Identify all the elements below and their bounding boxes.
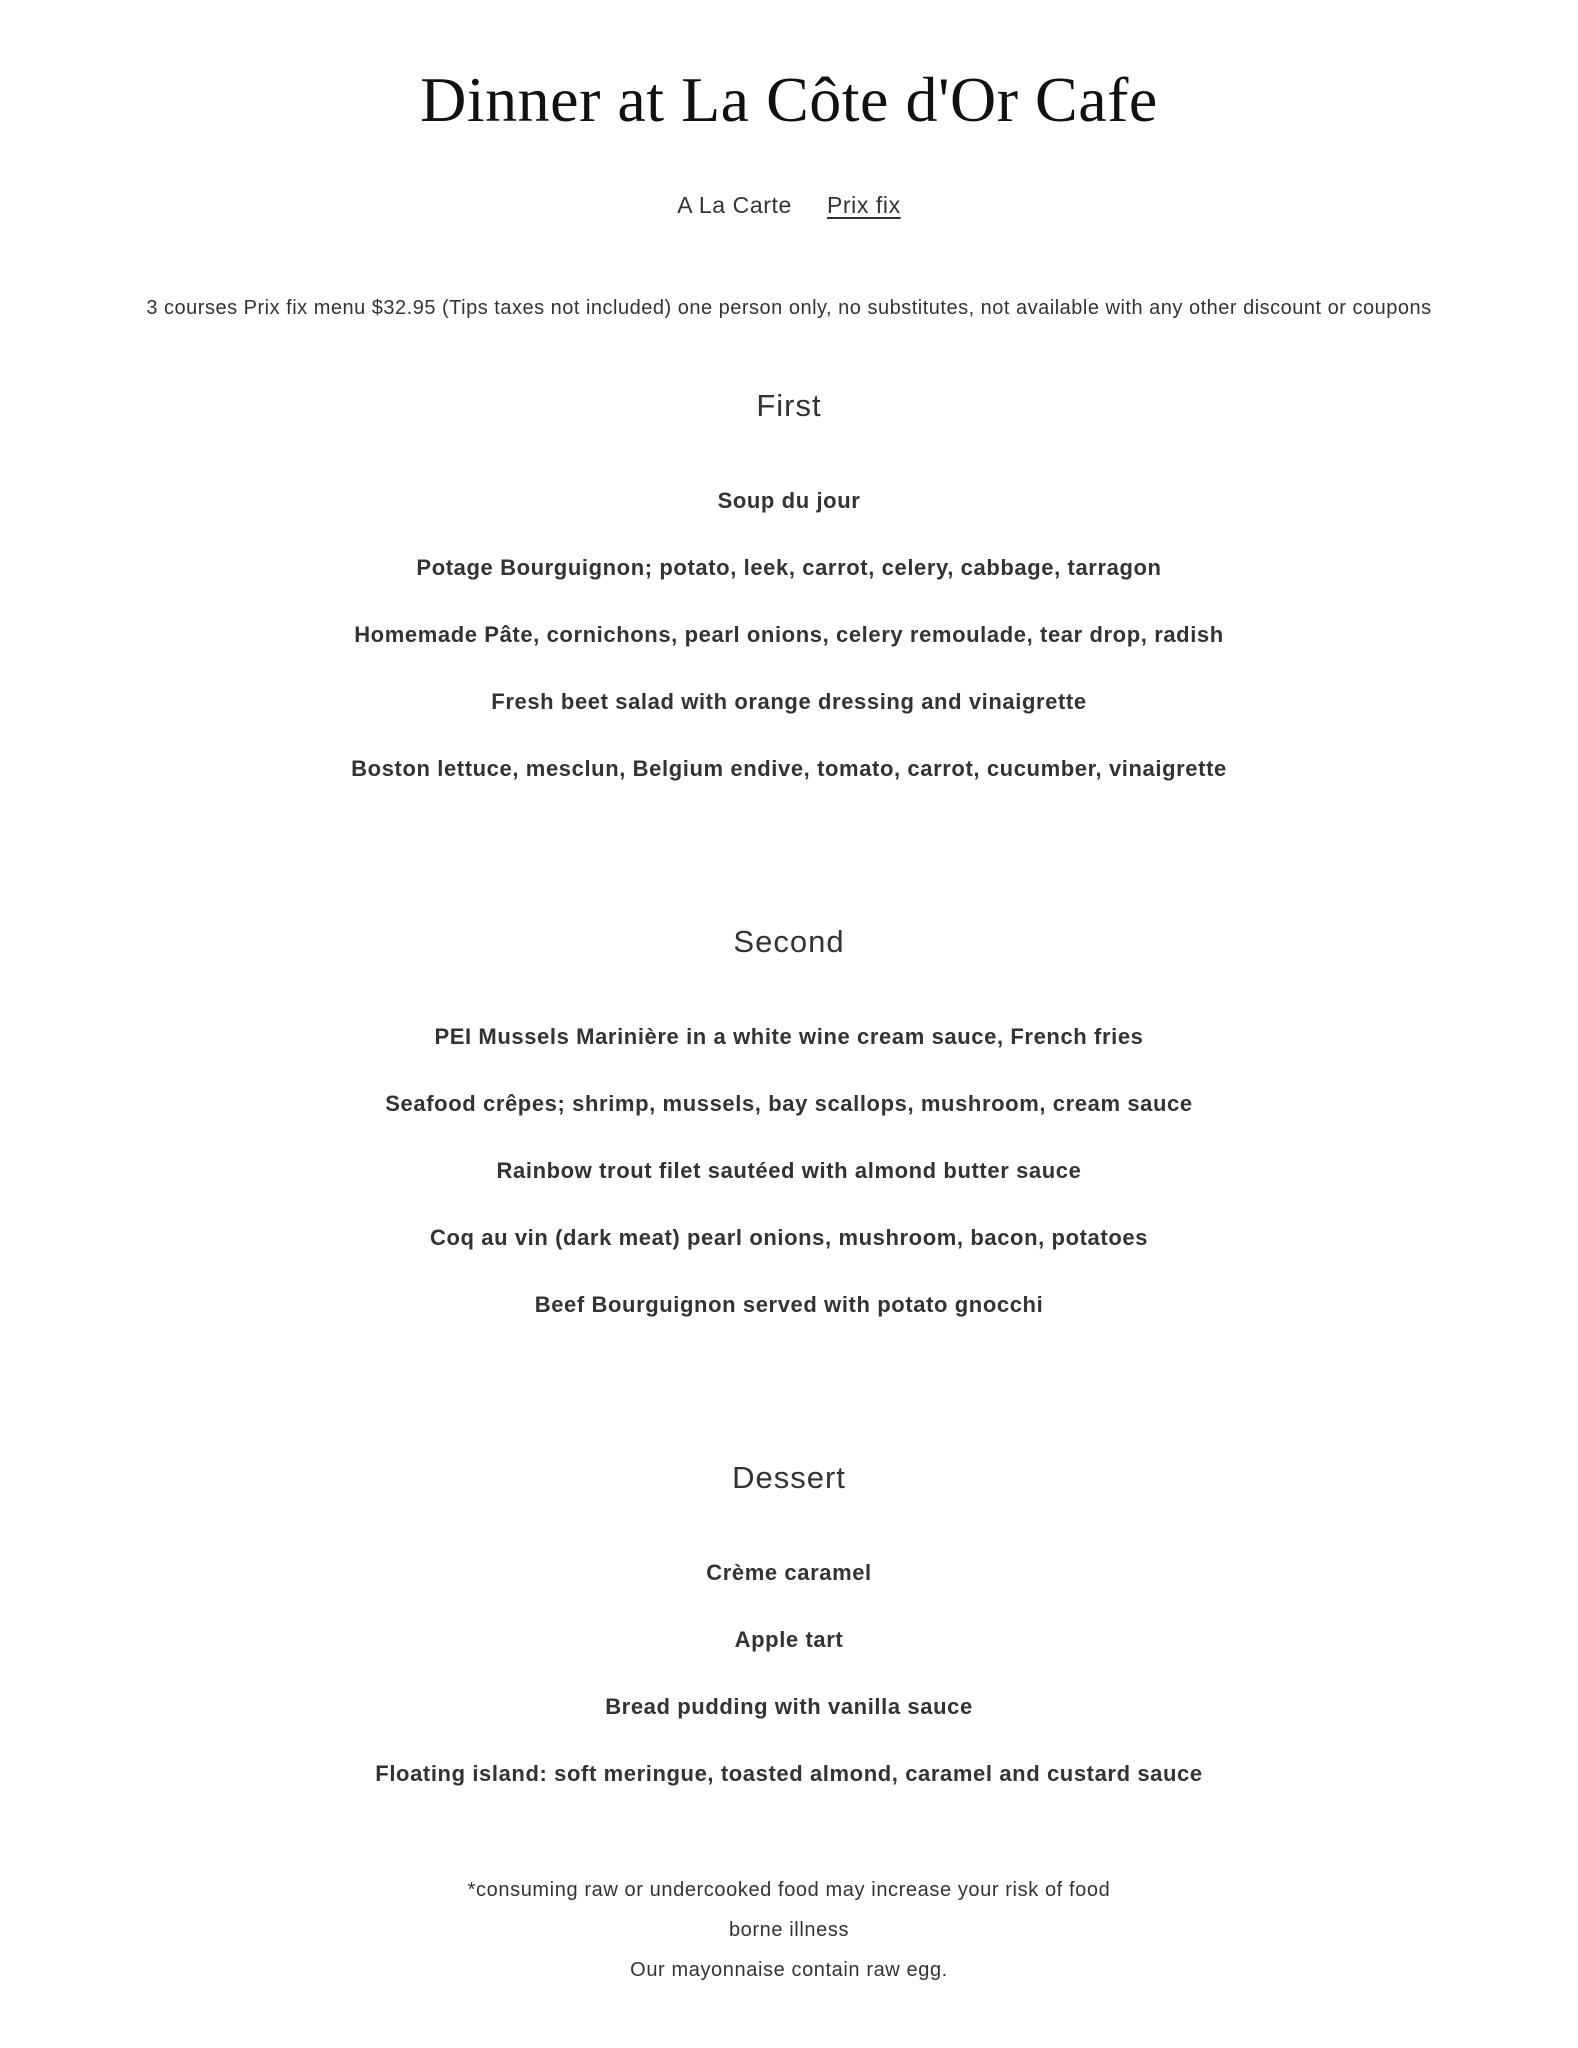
menu-item: PEI Mussels Marinière in a white wine cream sauce, French fries [434,1024,1144,1049]
raw-food-warning-continued: borne illness [728,1919,850,1941]
menu-item: Rainbow trout filet sautéed with almond butter sauce [496,1158,1082,1183]
menu-item: Crème caramel [706,1560,872,1585]
section-heading-first: First [756,388,822,423]
raw-food-warning: *consuming raw or undercooked food may increase your risk of food [467,1879,1111,1901]
menu-item: Soup du jour [717,488,861,513]
mayonnaise-note: Our mayonnaise contain raw egg. [630,1959,948,1981]
section-heading-second: Second [733,924,845,959]
menu-item: Apple tart [734,1627,844,1652]
menu-item: Floating island: soft meringue, toasted almond, caramel and custard sauce [375,1761,1203,1786]
menu-item: Boston lettuce, mesclun, Belgium endive, tomato, carrot, cucumber, vinaigrette [351,756,1227,781]
page-title: Dinner at La Côte d'Or Cafe [420,64,1158,135]
menu-item: Fresh beet salad with orange dressing and vinaigrette [491,689,1087,714]
menu-item: Beef Bourguignon served with potato gnocchi [534,1292,1044,1317]
menu-item: Seafood crêpes; shrimp, mussels, bay scallops, mushroom, cream sauce [385,1091,1193,1116]
menu-item: Coq au vin (dark meat) pearl onions, mushroom, bacon, potatoes [429,1225,1149,1250]
menu-item: Potage Bourguignon; potato, leek, carrot, celery, cabbage, tarragon [416,555,1162,580]
prix-fix-notice: 3 courses Prix fix menu $32.95 (Tips taxes not included) one person only, no substitutes, not available with any other discount or coupons [146,297,1432,319]
tab-a-la-carte[interactable]: A La Carte [677,192,792,218]
section-heading-dessert: Dessert [732,1460,846,1495]
tab-prix-fix[interactable]: Prix fix [826,192,901,218]
menu-tabs [0,190,1578,220]
menu-item: Bread pudding with vanilla sauce [605,1694,973,1719]
menu-item: Homemade Pâte, cornichons, pearl onions, celery remoulade, tear drop, radish [354,622,1224,647]
